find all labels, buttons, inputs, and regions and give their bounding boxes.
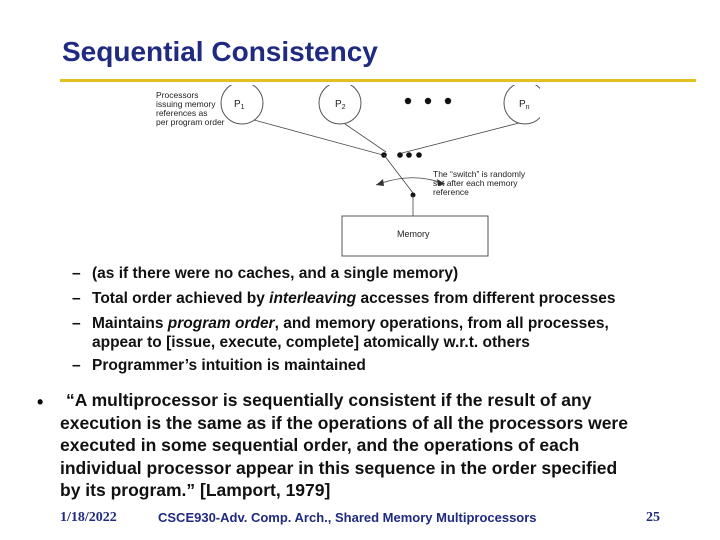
subpoint-text-part: Total order achieved by — [92, 290, 270, 307]
subpoint-text — [92, 315, 609, 333]
quote-line: execution is the same as if the operations of all the processors were — [60, 412, 628, 433]
processor-label: P — [519, 99, 526, 110]
memory-box — [342, 216, 488, 256]
switch-contacts — [381, 152, 422, 158]
switch-note-line: set after each memory — [433, 178, 518, 188]
processor-p2 — [319, 85, 361, 124]
dash-marker: – — [72, 357, 81, 374]
subpoint-text — [92, 290, 615, 308]
subpoint-text-continued: appear to [issue, execute, complete] atomically w.r.t. others — [92, 334, 530, 351]
processor-p1 — [221, 85, 263, 124]
quote-line: by its program.” [Lamport, 1979] — [60, 480, 331, 500]
processor-subscript: n — [525, 104, 530, 111]
title-rule — [60, 79, 696, 82]
bullet-marker: • — [37, 392, 44, 412]
subpoint-text: (as if there were no caches, and a single memory) — [92, 265, 459, 282]
footer-course: CSCE930-Adv. Comp. Arch., Shared Memory Multiprocessors — [158, 510, 537, 525]
dash-marker: – — [72, 290, 81, 307]
subpoint-text: Programmer’s intuition is maintained — [92, 357, 366, 374]
memory-label: Memory — [397, 229, 430, 239]
dash-marker: – — [72, 315, 81, 332]
processor-label: P — [234, 99, 241, 110]
page-number: 25 — [646, 510, 660, 525]
processor-note-line: references as — [156, 108, 208, 118]
processor-pn — [504, 85, 540, 124]
switch-note — [433, 169, 526, 197]
quote-line: “A multiprocessor is sequentially consistent if the result of any — [66, 390, 592, 410]
sequential-consistency-diagram — [140, 85, 540, 260]
lamport-quote — [60, 389, 710, 502]
ellipsis-dots-top — [405, 98, 451, 104]
quote-line: executed in some sequential order, and the operations of each — [60, 435, 580, 455]
quote-line: individual processor appear in this sequence in the order specified — [60, 457, 618, 478]
subpoint-emphasis: program order — [167, 315, 275, 332]
processor-note-line: per program order — [156, 117, 225, 127]
processor-note-line: issuing memory — [156, 99, 216, 109]
processor-label: P — [335, 99, 342, 110]
connection-lines — [254, 120, 519, 155]
dash-marker: – — [72, 265, 81, 282]
slide-title: Sequential Consistency — [62, 36, 378, 67]
switch-note-line: The “switch” is randomly — [433, 169, 526, 179]
subpoint-text-part: , and memory operations, from all processes, — [274, 315, 609, 332]
switch-note-line: reference — [433, 187, 469, 197]
subpoint-text-part: accesses from different processes — [356, 290, 616, 307]
processor-subscript: 2 — [341, 104, 346, 111]
subpoint-text-part: Maintains — [92, 315, 168, 332]
subpoint-emphasis: interleaving — [269, 290, 357, 307]
processor-subscript: 1 — [240, 104, 245, 111]
processor-note — [156, 90, 225, 127]
processor-note-line: Processors — [156, 90, 199, 100]
footer-date: 1/18/2022 — [60, 510, 117, 525]
